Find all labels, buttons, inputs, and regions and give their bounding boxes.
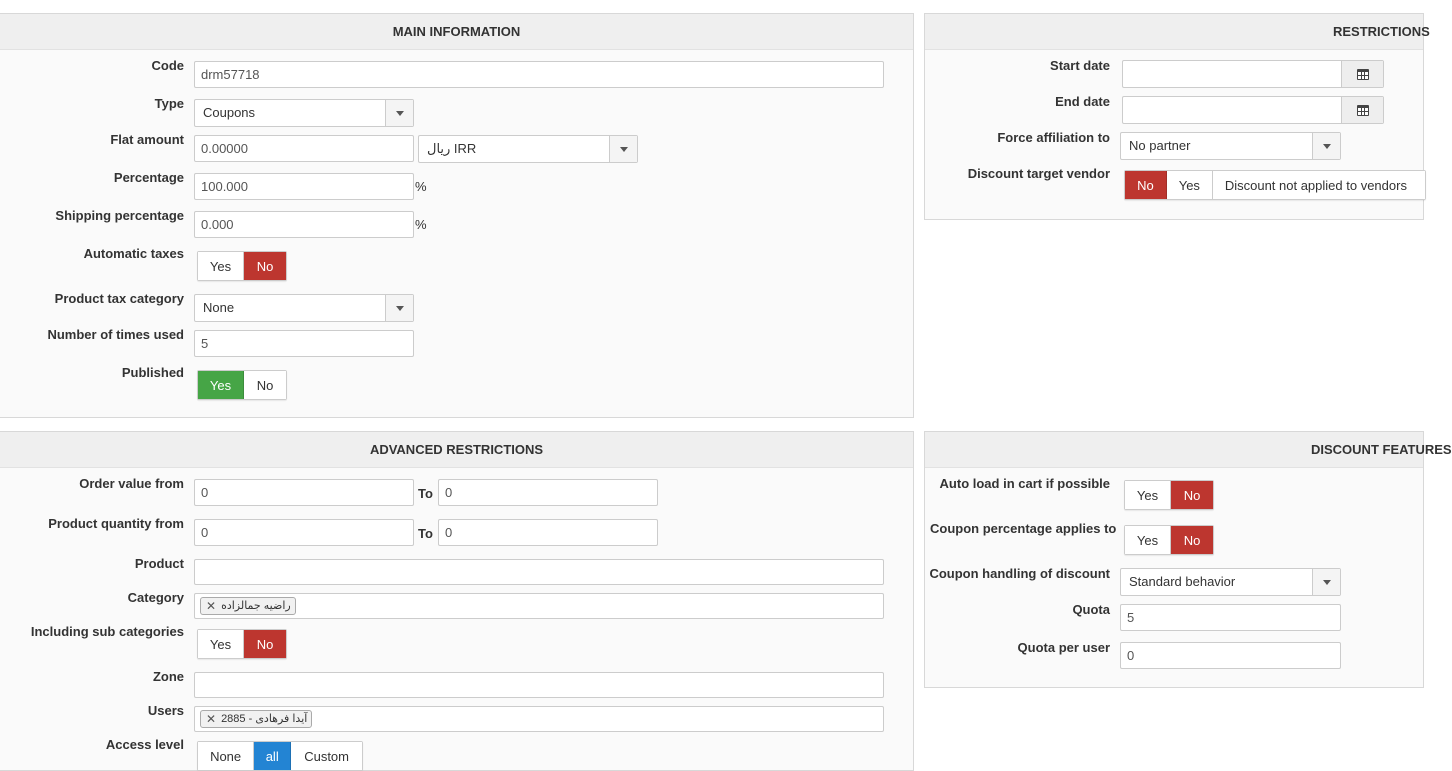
coupon-handling-label: Coupon handling of discount <box>929 566 1110 581</box>
product-quantity-to-input[interactable]: 0 <box>438 519 658 546</box>
sub-categories-no-button[interactable]: No <box>244 630 286 658</box>
zone-input[interactable] <box>194 672 884 698</box>
quota-input[interactable]: 5 <box>1120 604 1341 631</box>
restrictions-panel <box>924 13 1430 220</box>
end-date-input[interactable] <box>1122 96 1384 124</box>
access-all-button[interactable]: all <box>254 742 291 770</box>
product-quantity-from-input[interactable]: 0 <box>194 519 414 546</box>
vendor-no-button[interactable]: No <box>1125 171 1167 199</box>
sub-categories-label: Including sub categories <box>30 624 184 639</box>
shipping-percentage-unit: % <box>415 217 427 232</box>
user-tag <box>200 710 312 728</box>
times-used-label: Number of times used <box>47 327 184 342</box>
category-tag <box>200 597 296 615</box>
sub-categories-yes-button[interactable]: Yes <box>198 630 244 658</box>
chevron-down-icon <box>1312 569 1340 595</box>
coupon-percentage-label: Coupon percentage applies to <box>930 521 1117 536</box>
auto-load-toggle[interactable] <box>1124 480 1214 510</box>
discount-target-vendor-label: Discount target vendor <box>967 166 1110 181</box>
start-date-input[interactable] <box>1122 60 1384 88</box>
times-used-input[interactable]: 5 <box>194 330 414 357</box>
main-information-panel <box>0 13 914 418</box>
chevron-down-icon <box>385 100 413 126</box>
product-quantity-label: Product quantity from <box>48 516 184 531</box>
vendor-yes-button[interactable]: Yes <box>1167 171 1213 199</box>
order-value-from-input[interactable]: 0 <box>194 479 414 506</box>
quota-per-user-input[interactable]: 0 <box>1120 642 1341 669</box>
coupon-percentage-toggle[interactable] <box>1124 525 1214 555</box>
force-affiliation-label: Force affiliation to <box>997 130 1110 145</box>
quota-per-user-label: Quota per user <box>1017 640 1110 655</box>
product-quantity-to-label: To <box>418 526 433 541</box>
product-input[interactable] <box>194 559 884 585</box>
force-affiliation-select[interactable] <box>1120 132 1341 160</box>
order-value-label: Order value from <box>79 476 184 491</box>
category-tag-label: راضیه جمالزاده <box>221 599 291 612</box>
type-select[interactable] <box>194 99 414 127</box>
sub-categories-toggle[interactable] <box>197 629 287 659</box>
coupon-percentage-no-button[interactable]: No <box>1171 526 1213 554</box>
start-date-label: Start date <box>1050 58 1110 73</box>
currency-select[interactable] <box>418 135 638 163</box>
coupon-handling-value: Standard behavior <box>1129 574 1236 589</box>
product-tax-category-label: Product tax category <box>54 291 184 306</box>
user-tag-label: آیدا فرهادی - 2885 <box>221 712 308 725</box>
product-tax-category-value: None <box>203 300 235 315</box>
access-level-toggle[interactable] <box>197 741 363 771</box>
vendor-not-applied-button[interactable]: Discount not applied to vendors <box>1213 171 1425 199</box>
coupon-percentage-yes-button[interactable]: Yes <box>1125 526 1171 554</box>
category-label: Category <box>127 590 184 605</box>
advanced-restrictions-header: ADVANCED RESTRICTIONS <box>0 432 913 468</box>
code-input[interactable]: drm57718 <box>194 61 884 88</box>
order-value-to-label: To <box>418 486 433 501</box>
code-label: Code <box>151 58 184 73</box>
restrictions-header <box>925 14 1430 50</box>
automatic-taxes-yes-button[interactable]: Yes <box>198 252 244 280</box>
coupon-handling-select[interactable] <box>1120 568 1341 596</box>
discount-features-title: DISCOUNT FEATURES <box>1311 442 1452 457</box>
main-information-header: MAIN INFORMATION <box>0 14 913 50</box>
calendar-icon <box>1357 105 1369 116</box>
discount-features-header <box>925 432 1452 468</box>
calendar-icon <box>1357 69 1369 80</box>
access-custom-button[interactable]: Custom <box>291 742 362 770</box>
auto-load-label: Auto load in cart if possible <box>939 476 1110 491</box>
percentage-unit: % <box>415 179 427 194</box>
end-date-calendar-button[interactable] <box>1341 97 1383 123</box>
restrictions-title: RESTRICTIONS <box>1333 24 1430 39</box>
chevron-down-icon <box>1312 133 1340 159</box>
advanced-restrictions-panel <box>0 431 914 771</box>
discount-features-panel <box>924 431 1452 688</box>
remove-tag-icon[interactable]: ✕ <box>206 598 217 613</box>
product-label: Product <box>134 556 184 571</box>
type-label: Type <box>154 96 184 111</box>
access-none-button[interactable]: None <box>198 742 254 770</box>
automatic-taxes-label: Automatic taxes <box>83 246 184 261</box>
access-level-label: Access level <box>105 737 184 752</box>
remove-tag-icon[interactable]: ✕ <box>206 711 217 726</box>
force-affiliation-value: No partner <box>1129 138 1191 153</box>
auto-load-no-button[interactable]: No <box>1171 481 1213 509</box>
automatic-taxes-no-button[interactable]: No <box>244 252 286 280</box>
order-value-to-input[interactable]: 0 <box>438 479 658 506</box>
shipping-percentage-input[interactable]: 0.000 <box>194 211 414 238</box>
zone-label: Zone <box>152 669 184 684</box>
published-toggle[interactable] <box>197 370 287 400</box>
percentage-label: Percentage <box>113 170 184 185</box>
chevron-down-icon <box>609 136 637 162</box>
published-yes-button[interactable]: Yes <box>198 371 244 399</box>
published-no-button[interactable]: No <box>244 371 286 399</box>
users-label: Users <box>147 703 184 718</box>
type-select-value: Coupons <box>203 105 256 120</box>
discount-target-vendor-toggle[interactable] <box>1124 170 1426 200</box>
percentage-input[interactable]: 100.000 <box>194 173 414 200</box>
start-date-calendar-button[interactable] <box>1341 61 1383 87</box>
users-input[interactable] <box>194 706 884 732</box>
product-tax-category-select[interactable] <box>194 294 414 322</box>
auto-load-yes-button[interactable]: Yes <box>1125 481 1171 509</box>
currency-select-value: ریال IRR <box>427 141 477 156</box>
chevron-down-icon <box>385 295 413 321</box>
published-label: Published <box>121 365 184 380</box>
flat-amount-input[interactable]: 0.00000 <box>194 135 414 162</box>
end-date-label: End date <box>1055 94 1110 109</box>
automatic-taxes-toggle[interactable] <box>197 251 287 281</box>
shipping-percentage-label: Shipping percentage <box>55 208 184 223</box>
category-input[interactable] <box>194 593 884 619</box>
flat-amount-label: Flat amount <box>110 132 184 147</box>
quota-label: Quota <box>1072 602 1110 617</box>
